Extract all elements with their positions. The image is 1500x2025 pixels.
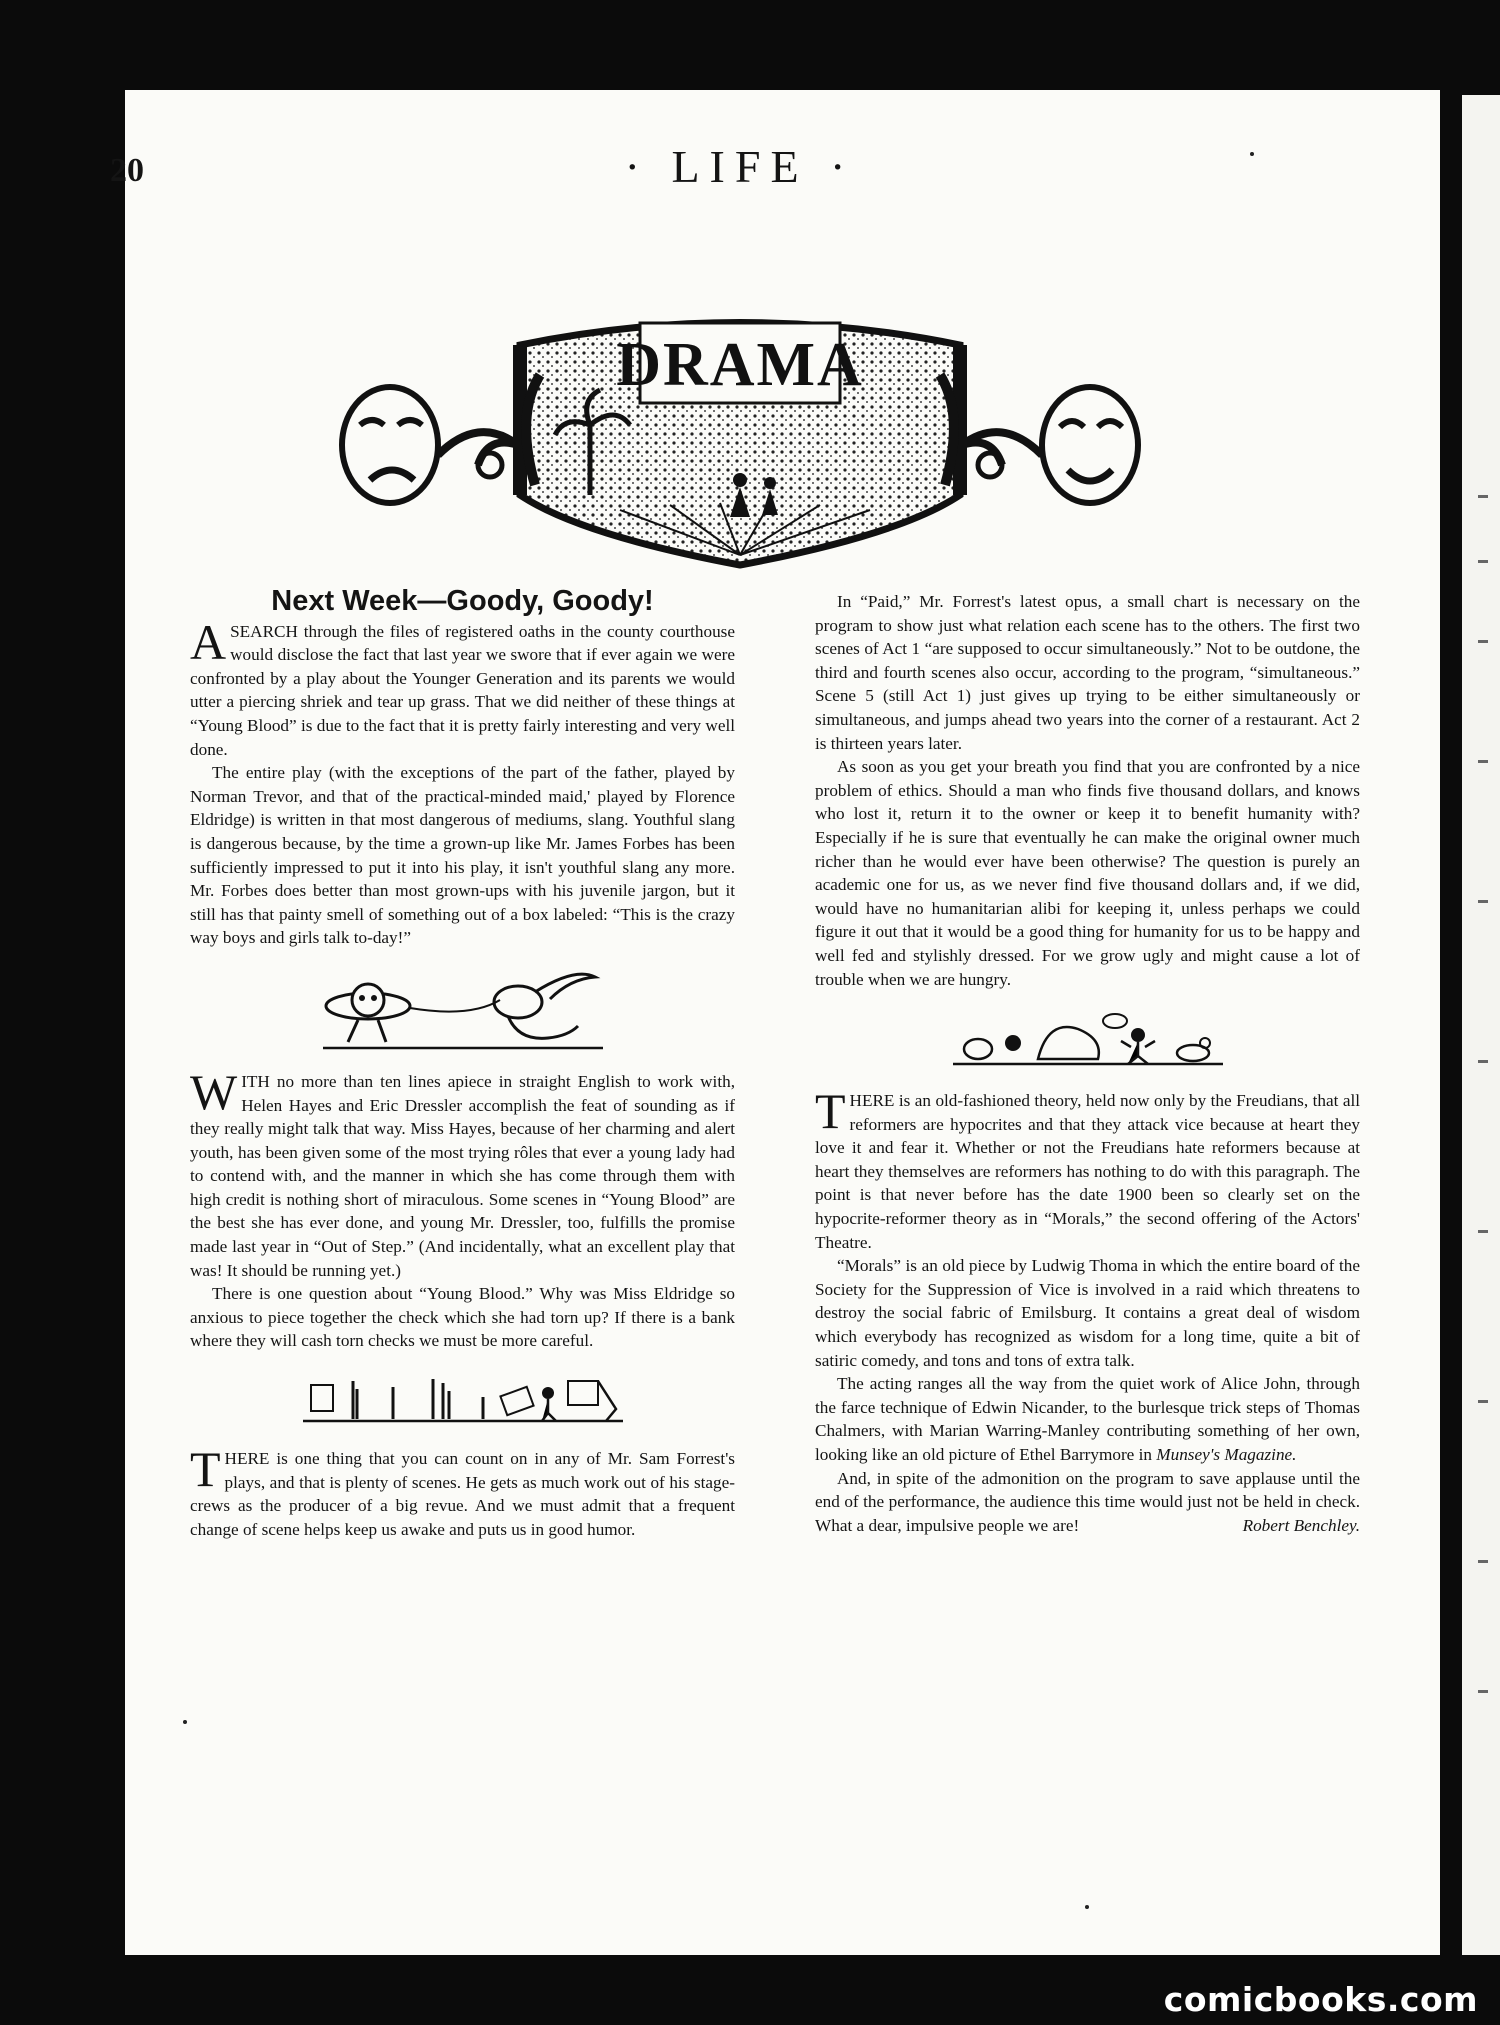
drama-title: DRAMA [616,331,864,399]
paragraph: In “Paid,” Mr. Forrest's latest opus, a small chart is necessary on the program to show just what relation each scene has to the others. The first two scenes of Act 1 “are supposed to occur simultaneously.” Not to be outdone, the third and fourth scenes also occur, according to the program, “simultaneous.” Scene 5 (still Act 1) just gives up trying to be either simultaneously or simultaneous, and jumps ahead two years into the corner of a restaurant. Act 2 is thirteen years later. [815,592,1360,753]
right-column [815,590,1360,1537]
article-headline: Next Week—Goody, Goody! [271,585,654,617]
spot-illustration-dancing-figures [943,1009,1233,1069]
drop-cap: T [815,1083,846,1140]
paragraph: The acting ranges all the way from the quiet work of Alice John, through the farce technique of Edwin Nicander, to the burlesque trick steps of Thomas Chalmers, with Marian Warring-Manley contributing something of her own, looking like an old picture of Ethel Barrymore in Munsey's Magazine. [815,1374,1360,1464]
site-watermark: comicbooks.com [1163,1980,1478,2019]
paragraph: ASEARCH through the files of registered oaths in the county courthouse would disclose the fact that last year we swore that if ever again we were confronted by a play about the Younger Generation and its parents we would utter a piercing shriek and tear up grass. That we did neither of these things at “Young Blood” is due to the fact that it is pretty fairly interesting and very well done. [190,613,735,759]
author-signature: Robert Benchley. [1242,1515,1360,1535]
drama-banner-illustration [320,305,1160,575]
magazine-title: Munsey's Magazine. [1156,1445,1297,1464]
paragraph: THERE is one thing that you can count on in any of Mr. Sam Forrest's plays, and that is plenty of scenes. He gets as much work out of his stage-crews as the producer of a big revue. And we must admit that a frequent change of scene helps keep us awake and puts us in good humor. [190,1441,735,1539]
paragraph: THERE is an old-fashioned theory, held now only by the Freudians, that all reformers are hypocrites and that they attack vice because at heart they love it and fear it. Whether or not the Freudians hate reformers because at heart they themselves are reformers has nothing to do with this paragraph. The point is that never before has the date 1900 been so clearly set on the hypocrite-reformer theory as in “Morals,” the second offering of the Actors' Theatre. [815,1083,1360,1252]
paragraph: And, in spite of the admonition on the program to save applause until the end of the performance, the audience this time would just not be held in check. What a dear, impulsive people we are! Robert Benchley. [815,1467,1360,1538]
paragraph: The entire play (with the exceptions of the part of the father, played by Norman Trevor, and that of the practical-minded maid,' played by Florence Eldridge) is written in that most dangerous of mediums, slang. Youthful slang is dangerous because, by the time a grown-up like Mr. James Forbes has been sufficiently impressed to put it into his play, it isn't youthful slang any more. Mr. Forbes does better than most grown-ups with his juvenile jargon, but it still has that painty smell of something out of a box labeled: “This is the crazy way boys and girls talk to-day!” [190,763,735,948]
paragraph: WITH no more than ten lines apiece in straight English to work with, Helen Hayes and Eric Dressler accomplish the feat of sounding as if they really might talk that way. Miss Hayes, because of her charming and alert youth, has been given some of the most trying rôles that ever a young lady had to contend with, and the manner in which she has come through them with high credit is nothing short of miraculous. Some scenes in “Young Blood” are the best she has ever done, and young Mr. Dressler, too, fulfills the promise made last year in “Out of Step.” (And incidentally, what an excellent play that was! It should be running yet.) [190,1063,735,1280]
tragedy-mask-icon [342,387,518,503]
paragraph: As soon as you get your breath you find that you are confronted by a nice problem of ethics. Should a man who finds five thousand dollars, and knows who lost it, return it to the owner or keep it to benefit humanity with? Especially if he is sure that eventually he can make the original owner much richer than he would ever have been otherwise? The question is purely an academic one for us, as we never find five thousand dollars and, if we did, would have no humanitarian alibi for keeping it, unless perhaps we could figure it out that it would be a good thing for humanity for us to be happy and well fed and stylishly dressed. For we grow ugly and might cause a lot of trouble when we are hungry. [815,757,1360,989]
paragraph: “Morals” is an old piece by Ludwig Thoma in which the entire board of the Society for the Suppression of Vice is involved in a raid which threatens to destroy the social fabric of Emilsburg. It contains a great deal of wisdom which everybody has recognized as wisdom for a long time, quite a bit of satiric comedy, and tons and tons of extra talk. [815,1256,1360,1370]
drop-cap: W [190,1063,238,1120]
drop-cap: T [190,1441,221,1498]
comedy-mask-icon [962,387,1138,503]
page-number: 20 [110,152,144,189]
masthead-title: · LIFE · [624,141,856,192]
adjacent-page-edge [1462,95,1500,1955]
spot-illustration-scenery-movers [293,1371,633,1427]
left-column [190,585,735,1541]
drop-cap: A [190,613,227,670]
paragraph: There is one question about “Young Blood.” Why was Miss Eldridge so anxious to piece together the check which she had torn up? If there is a bank where they will cash torn checks we must be more careful. [190,1284,735,1351]
spot-illustration-dog-rabbit [313,968,613,1050]
